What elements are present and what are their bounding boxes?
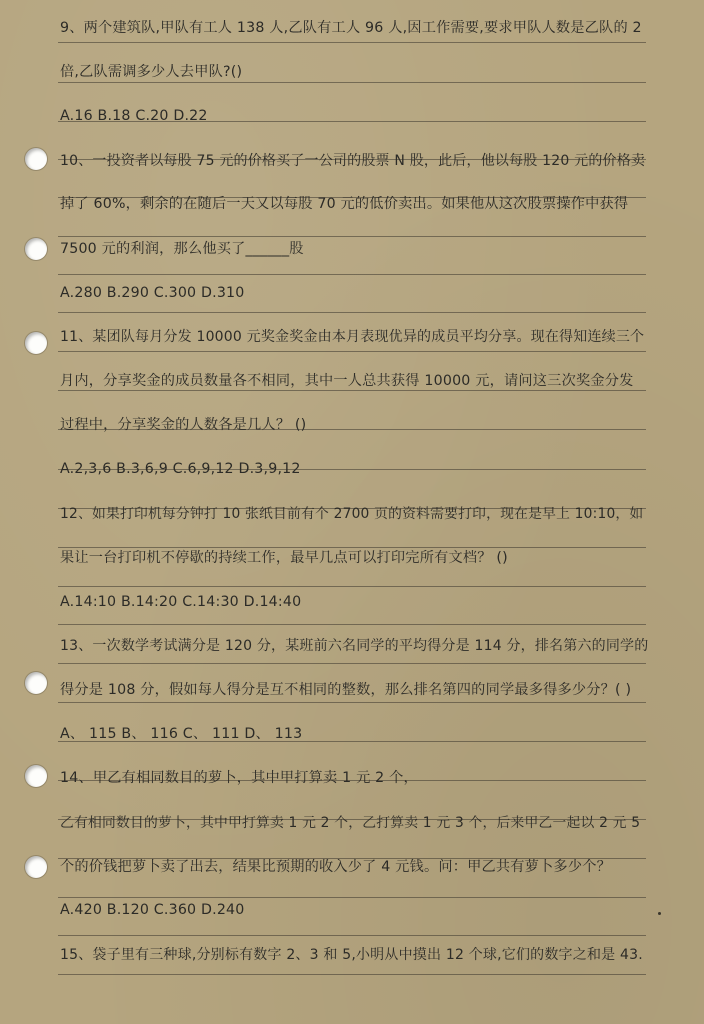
question-14-line-2: 乙有相同数目的萝卜，其中甲打算卖 1 元 2 个，乙打算卖 1 元 3 个，后来甲乙一起以 2 元 5 (60, 815, 641, 831)
rule-line (58, 42, 646, 43)
binder-hole (25, 332, 47, 354)
question-13-line-1: 13、一次数学考试满分是 120 分，某班前六名同学的平均得分是 114 分，排名第六的同学的 (60, 638, 649, 654)
rule-line (58, 897, 646, 898)
question-14-options: A.420 B.120 C.360 D.240 (60, 902, 245, 918)
question-11-line-2: 月内，分享奖金的成员数量各不相同，其中一人总共获得 10000 元，请问这三次奖金分发 (60, 373, 634, 389)
rule-line (58, 312, 646, 313)
rule-line (58, 702, 646, 703)
rule-line (58, 663, 646, 664)
question-15-line-1: 15、袋子里有三种球,分别标有数字 2、3 和 5,小明从中摸出 12 个球,它们的数字之和是 43. (60, 947, 643, 963)
binder-hole (25, 672, 47, 694)
rule-line (58, 351, 646, 352)
question-11-line-3: 过程中，分享奖金的人数各是几人？ () (60, 417, 307, 433)
binder-hole (25, 765, 47, 787)
question-9-line-2: 倍,乙队需调多少人去甲队?() (60, 64, 243, 80)
question-9-line-1: 9、两个建筑队,甲队有工人 138 人,乙队有工人 96 人,因工作需要,要求甲队人数是乙队的 2 (60, 20, 642, 36)
rule-line (58, 82, 646, 83)
question-11-options: A.2,3,6 B.3,6,9 C.6,9,12 D.3,9,12 (60, 461, 301, 477)
question-10-line-2: 掉了 60%，剩余的在随后一天又以每股 70 元的低价卖出。如果他从这次股票操作中获得 (60, 196, 629, 212)
binder-hole (25, 238, 47, 260)
binder-hole (25, 148, 47, 170)
rule-line (58, 274, 646, 275)
rule-line (58, 236, 646, 237)
rule-line (58, 624, 646, 625)
speck (658, 912, 661, 915)
question-10-line-3: 7500 元的利润，那么他买了______股 (60, 241, 304, 257)
question-12-line-1: 12、如果打印机每分钟打 10 张纸目前有个 2700 页的资料需要打印，现在是早上 10:10，如 (60, 506, 644, 522)
rule-line (58, 974, 646, 975)
question-10-line-1: 10、一投资者以每股 75 元的价格买了一公司的股票 N 股，此后，他以每股 120 元的价格卖 (60, 153, 646, 169)
question-14-line-1: 14、甲乙有相同数目的萝卜，其中甲打算卖 1 元 2 个， (60, 770, 418, 786)
question-11-line-1: 11、某团队每月分发 10000 元奖金奖金由本月表现优异的成员平均分享。现在得知连续三个 (60, 329, 645, 345)
question-9-options: A.16 B.18 C.20 D.22 (60, 108, 208, 124)
rule-line (58, 586, 646, 587)
question-13-options: A、 115 B、 116 C、 111 D、 113 (60, 726, 303, 742)
question-12-options: A.14:10 B.14:20 C.14:30 D.14:40 (60, 594, 302, 610)
question-10-options: A.280 B.290 C.300 D.310 (60, 285, 245, 301)
question-13-line-2: 得分是 108 分，假如每人得分是互不相同的整数，那么排名第四的同学最多得多少分？( ) (60, 682, 632, 698)
question-12-line-2: 果让一台打印机不停歇的持续工作，最早几点可以打印完所有文档？ () (60, 550, 508, 566)
question-14-line-3: 个的价钱把萝卜卖了出去，结果比预期的收入少了 4 元钱。问：甲乙共有萝卜多少个？ (60, 859, 611, 875)
binder-hole (25, 856, 47, 878)
rule-line (58, 935, 646, 936)
